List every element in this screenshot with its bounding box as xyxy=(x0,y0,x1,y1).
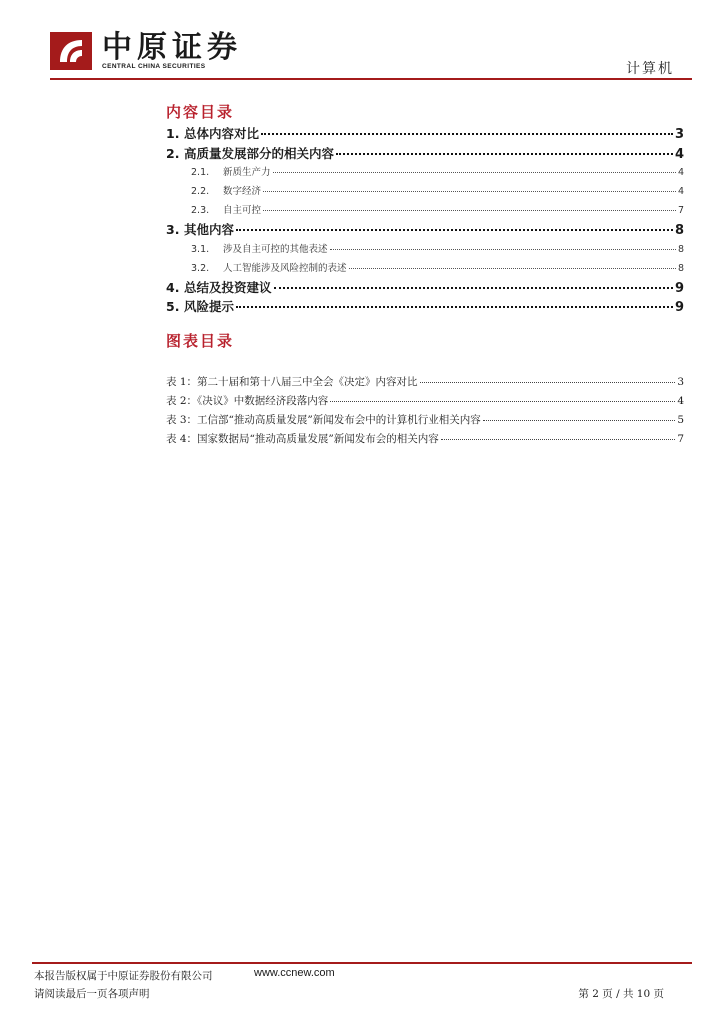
figure-entry-label: 表 4：国家数据局“推动高质量发展”新闻发布会的相关内容 xyxy=(166,433,439,445)
toc-entry[interactable] xyxy=(166,124,684,144)
toc-entry-label: 2.3. 自主可控 xyxy=(191,205,262,216)
toc-entry[interactable] xyxy=(166,278,684,298)
footer-page-number: 第 2 页 / 共 10 页 xyxy=(578,988,664,1000)
central-china-securities-logo-icon xyxy=(50,32,92,70)
toc-leader-dots xyxy=(236,229,673,231)
toc-leader-dots xyxy=(263,210,676,211)
toc-entry-label: 1. 总体内容对比 xyxy=(166,126,260,141)
toc-entry-label: 2.2. 数字经济 xyxy=(191,186,262,197)
footer-divider xyxy=(32,962,692,964)
figure-entry-page: 5 xyxy=(677,414,684,426)
toc-entry-page: 9 xyxy=(674,300,684,315)
page-header xyxy=(0,0,724,80)
figure-entry-page: 3 xyxy=(677,376,684,388)
toc-entry-label: 2.1. 新质生产力 xyxy=(191,167,271,178)
logo-english-name: CENTRAL CHINA SECURITIES xyxy=(102,63,206,70)
toc-leader-dots xyxy=(263,191,676,192)
toc-leader-dots xyxy=(349,268,676,269)
figure-entry-label: 表 1：第二十届和第十八届三中全会《决定》内容对比 xyxy=(166,376,418,388)
figure-entry-page: 7 xyxy=(677,433,684,445)
toc-leader-dots xyxy=(336,153,673,155)
industry-section-label: 计算机 xyxy=(626,61,674,77)
toc-entry-page: 9 xyxy=(674,280,684,296)
figure-entry[interactable] xyxy=(166,373,684,392)
toc-title: 内容目录 xyxy=(166,103,235,121)
toc-entry-page: 4 xyxy=(674,146,684,162)
toc-entry-label: 3. 其他内容 xyxy=(166,222,235,237)
toc-entry[interactable] xyxy=(166,297,684,317)
toc-leader-dots xyxy=(274,287,673,289)
toc-subentry[interactable] xyxy=(166,240,684,259)
toc-subentry[interactable] xyxy=(166,259,684,278)
toc-subentry[interactable] xyxy=(166,163,684,182)
footer-website-link[interactable]: www.ccnew.com xyxy=(254,967,335,979)
toc-entry-label: 5. 风险提示 xyxy=(166,299,235,314)
toc-entry-page: 3 xyxy=(674,127,684,142)
toc-entry-label: 4. 总结及投资建议 xyxy=(166,279,272,295)
toc-entry-page: 4 xyxy=(677,167,684,178)
figure-entry-label: 表 2：《决议》中数据经济段落内容 xyxy=(166,395,329,407)
toc-entry[interactable] xyxy=(166,144,684,164)
figures-list xyxy=(166,373,684,449)
figure-leader-dots xyxy=(483,420,676,421)
toc-entry-label: 3.1. 涉及自主可控的其他表述 xyxy=(191,243,328,255)
figure-entry-label: 表 3：工信部“推动高质量发展”新闻发布会中的计算机行业相关内容 xyxy=(166,414,481,426)
toc-subentry[interactable] xyxy=(166,182,684,201)
toc-entry-page: 8 xyxy=(674,223,684,238)
toc-leader-dots xyxy=(236,306,673,308)
figure-entry-page: 4 xyxy=(677,395,684,407)
figure-entry[interactable] xyxy=(166,392,684,411)
toc-leader-dots xyxy=(273,172,676,173)
table-of-contents xyxy=(166,100,684,317)
figure-entry[interactable] xyxy=(166,411,684,430)
toc-leader-dots xyxy=(330,249,676,250)
header-divider xyxy=(50,78,692,80)
figure-entry[interactable] xyxy=(166,430,684,449)
toc-entry-label: 2. 高质量发展部分的相关内容 xyxy=(166,145,335,161)
toc-entry-page: 8 xyxy=(677,262,684,274)
toc-subentry[interactable] xyxy=(166,201,684,220)
footer-copyright: 本报告版权属于中原证券股份有限公司 xyxy=(34,970,213,982)
toc-entry-page: 7 xyxy=(677,205,684,216)
logo-chinese-name: 中原证券 xyxy=(102,30,242,65)
toc-entry-page: 8 xyxy=(677,243,684,255)
figure-leader-dots xyxy=(441,439,676,440)
figures-list-title: 图表目录 xyxy=(166,332,235,350)
toc-entry-page: 4 xyxy=(677,186,684,197)
figure-leader-dots xyxy=(420,382,676,383)
toc-leader-dots xyxy=(261,133,673,135)
toc-entry-label: 3.2. 人工智能涉及风险控制的表述 xyxy=(191,262,347,274)
toc-entry[interactable] xyxy=(166,220,684,240)
figure-leader-dots xyxy=(330,401,675,402)
footer-disclaimer: 请阅读最后一页各项声明 xyxy=(34,988,150,1000)
